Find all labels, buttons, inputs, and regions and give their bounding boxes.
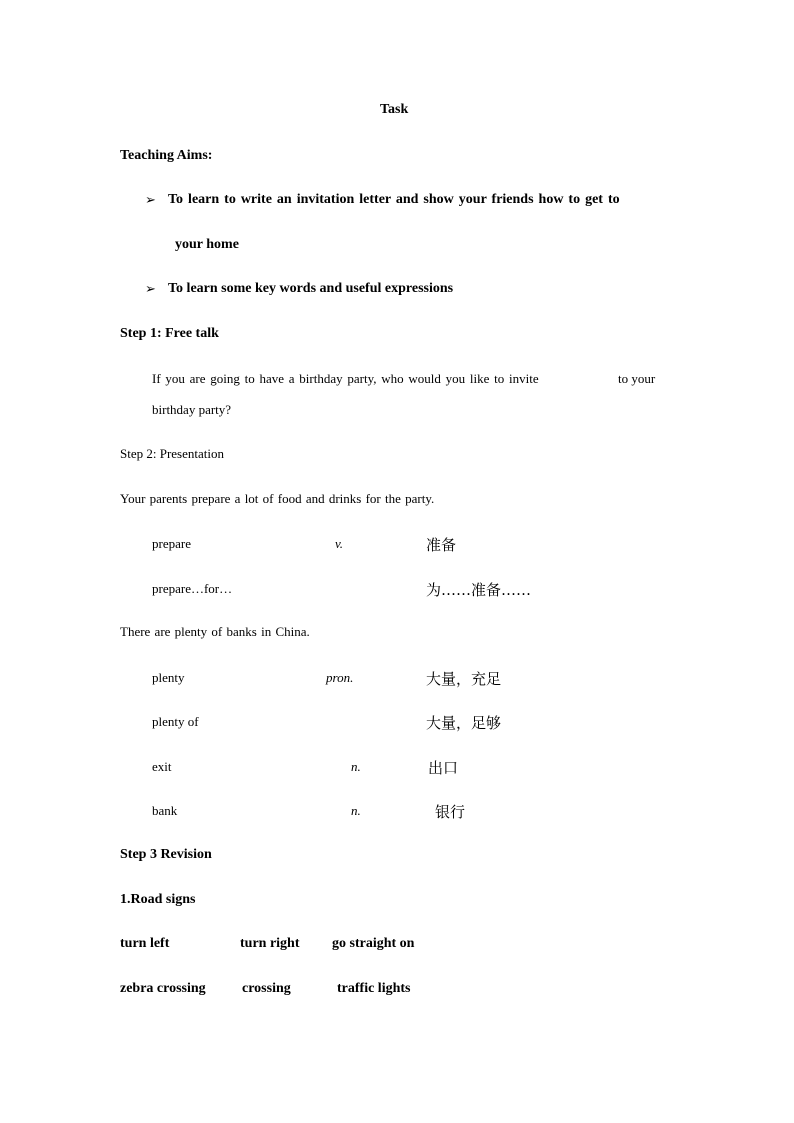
aim-item-2: To learn some key words and useful expressions [168, 281, 454, 296]
step1-question-line1: If you are going to have a birthday party, who would you like to invite [152, 371, 539, 386]
vocab-pos: n. [351, 759, 361, 774]
example-sentence-1: Your parents prepare a lot of food and drinks for the party. [120, 491, 435, 506]
vocab-meaning: 出口 [428, 759, 459, 777]
vocab-word: bank [152, 803, 178, 818]
step1-heading: Step 1: Free talk [120, 326, 219, 341]
aim-item-1-continued: your home [175, 237, 239, 252]
bullet-arrow-icon: ➢ [145, 282, 156, 297]
vocab-pos: v. [335, 536, 344, 551]
vocab-word: prepare…for… [152, 581, 233, 596]
step3-heading: Step 3 Revision [120, 847, 212, 862]
step1-question-line1-tail: to your [618, 371, 656, 386]
step1-question-line2: birthday party? [152, 402, 232, 417]
vocab-word: plenty [152, 670, 185, 685]
road-sign-phrase: turn right [240, 936, 300, 951]
vocab-meaning: 准备 [426, 536, 457, 554]
road-sign-phrase: zebra crossing [120, 981, 206, 996]
vocab-pos: n. [351, 803, 361, 818]
vocab-word: prepare [152, 536, 191, 551]
teaching-aims-heading: Teaching Aims: [120, 148, 213, 163]
road-sign-phrase: crossing [242, 981, 291, 996]
page-title: Task [380, 102, 409, 117]
vocab-meaning: 为……准备…… [426, 581, 532, 599]
road-sign-phrase: traffic lights [337, 981, 411, 996]
vocab-pos: pron. [326, 670, 354, 685]
road-sign-phrase: turn left [120, 936, 170, 951]
vocab-word: exit [152, 759, 172, 774]
aim-item-1: To learn to write an invitation letter and show your friends how to get to [168, 192, 620, 207]
vocab-meaning: 银行 [435, 803, 466, 821]
example-sentence-2: There are plenty of banks in China. [120, 624, 310, 639]
vocab-meaning: 大量，充足 [426, 670, 502, 688]
road-sign-phrase: go straight on [332, 936, 415, 951]
road-signs-heading: 1.Road signs [120, 892, 196, 907]
step2-heading: Step 2: Presentation [120, 446, 224, 461]
vocab-meaning: 大量，足够 [426, 714, 502, 732]
bullet-arrow-icon: ➢ [145, 193, 156, 208]
vocab-word: plenty of [152, 714, 199, 729]
